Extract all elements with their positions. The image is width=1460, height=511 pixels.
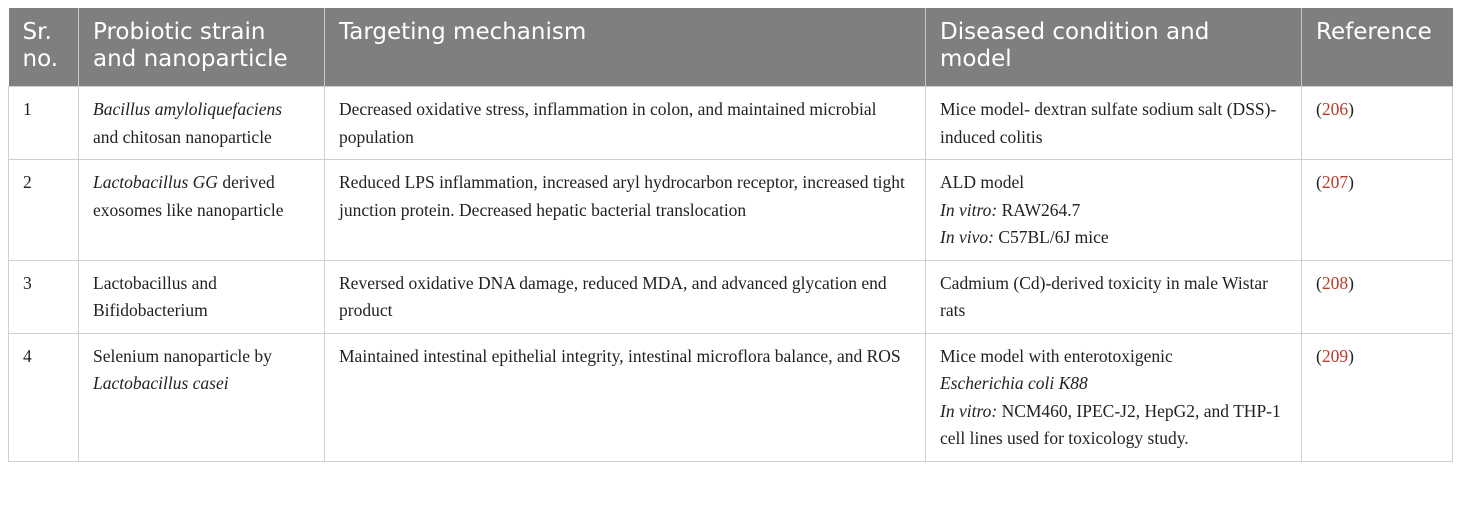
invitro-value: NCM460, IPEC-J2, HepG2, and THP-1 cell lines used for toxicology study.: [940, 400, 1281, 448]
cell-reference: (209): [1302, 333, 1453, 461]
condition-invitro: [940, 197, 1287, 225]
reference-link[interactable]: 208: [1321, 272, 1349, 293]
table-container: [8, 8, 1452, 462]
invitro-label: In vitro:: [940, 400, 998, 421]
cell-condition: Mice model- dextran sulfate sodium salt (DSS)-induced colitis: [926, 87, 1302, 160]
condition-line: Mice model with enterotoxigenic: [940, 345, 1173, 366]
cell-sr: 3: [9, 260, 79, 333]
invitro-label: In vitro:: [940, 199, 998, 220]
cell-reference: (207): [1302, 160, 1453, 261]
invivo-label: In vivo:: [940, 227, 994, 247]
cell-condition: Cadmium (Cd)-derived toxicity in male Wistar rats: [926, 260, 1302, 333]
header-strain: Probiotic strain and nanoparticle: [79, 8, 325, 87]
cell-sr: 4: [9, 333, 79, 461]
reference-link[interactable]: 209: [1321, 345, 1349, 366]
header-mechanism: Targeting mechanism: [325, 8, 926, 87]
strain-plain: derived exosomes like nanoparticle: [93, 172, 284, 220]
strain-italic: Bacillus amyloliquefaciens: [93, 99, 283, 119]
cell-sr: 2: [9, 160, 79, 261]
cell-condition: [926, 160, 1302, 261]
header-row: [9, 8, 1453, 87]
cell-mechanism: Maintained intestinal epithelial integrity, intestinal microflora balance, and ROS: [325, 333, 926, 461]
cell-strain: Lactobacillus and Bifidobacterium: [79, 260, 325, 333]
cell-strain: [79, 333, 325, 461]
table-row: [9, 87, 1453, 160]
reference-link[interactable]: 207: [1321, 172, 1349, 192]
cell-sr: 1: [9, 87, 79, 160]
cell-mechanism: Reversed oxidative DNA damage, reduced MDA, and advanced glycation end product: [325, 260, 926, 333]
cell-strain: [79, 87, 325, 160]
cell-reference: (208): [1302, 260, 1453, 333]
header-condition: Diseased condition and model: [926, 8, 1302, 87]
cell-strain: [79, 160, 325, 261]
strain-italic: Lactobacillus GG: [93, 172, 218, 192]
header-reference: Reference: [1302, 8, 1453, 87]
header-sr: Sr. no.: [9, 8, 79, 87]
table-row: [9, 160, 1453, 261]
probiotic-nanoparticle-table: [8, 8, 1453, 462]
table-row: [9, 260, 1453, 333]
invitro-value: RAW264.7: [997, 199, 1081, 220]
strain-plain: Selenium nanoparticle by: [93, 345, 272, 366]
cell-reference: (206): [1302, 87, 1453, 160]
invivo-value: C57BL/6J mice: [993, 227, 1109, 247]
condition-organism: Escherichia coli K88: [940, 373, 1088, 393]
reference-link[interactable]: 206: [1321, 99, 1349, 119]
strain-italic: Lactobacillus casei: [93, 373, 229, 393]
cell-condition: [926, 333, 1302, 461]
condition-invivo: [940, 224, 1287, 252]
condition-invitro: [940, 398, 1287, 453]
cell-mechanism: Decreased oxidative stress, inflammation in colon, and maintained microbial population: [325, 87, 926, 160]
strain-plain: and chitosan nanoparticle: [93, 126, 272, 147]
cell-mechanism: Reduced LPS inflammation, increased aryl hydrocarbon receptor, increased tight junction protein. Decreased hepatic bacterial translocation: [325, 160, 926, 261]
table-row: [9, 333, 1453, 461]
condition-line: ALD model: [940, 172, 1025, 192]
